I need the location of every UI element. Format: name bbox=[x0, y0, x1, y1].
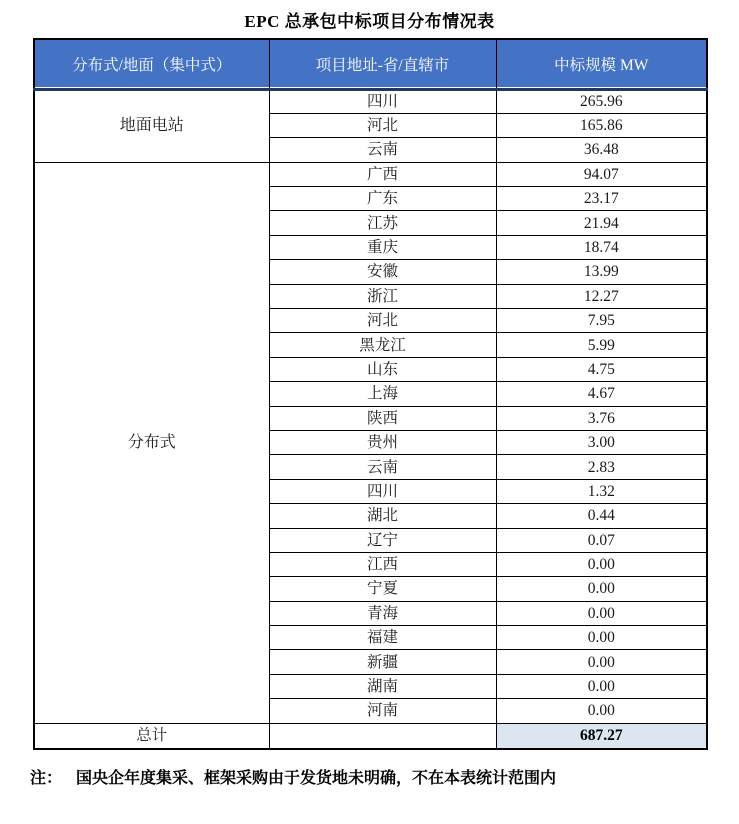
table-header-row bbox=[34, 39, 707, 89]
total-label: 总计 bbox=[34, 723, 269, 749]
province-cell: 新疆 bbox=[269, 650, 496, 674]
province-cell: 重庆 bbox=[269, 235, 496, 259]
group-label-distributed: 分布式 bbox=[34, 162, 269, 723]
value-cell: 94.07 bbox=[496, 162, 707, 186]
value-cell: 13.99 bbox=[496, 260, 707, 284]
value-cell: 0.00 bbox=[496, 650, 707, 674]
value-cell: 23.17 bbox=[496, 187, 707, 211]
value-cell: 0.00 bbox=[496, 674, 707, 698]
value-cell: 7.95 bbox=[496, 309, 707, 333]
province-cell: 云南 bbox=[269, 138, 496, 162]
province-cell: 安徽 bbox=[269, 260, 496, 284]
province-cell: 宁夏 bbox=[269, 577, 496, 601]
province-cell: 贵州 bbox=[269, 430, 496, 454]
province-cell: 湖南 bbox=[269, 674, 496, 698]
province-cell: 浙江 bbox=[269, 284, 496, 308]
value-cell: 0.00 bbox=[496, 699, 707, 723]
data-row bbox=[34, 89, 707, 113]
data-row bbox=[34, 162, 707, 186]
value-cell: 36.48 bbox=[496, 138, 707, 162]
epc-distribution-table bbox=[33, 38, 708, 750]
province-cell: 黑龙江 bbox=[269, 333, 496, 357]
group-label-ground-station: 地面电站 bbox=[34, 89, 269, 162]
footnote-text: 国央企年度集采、框架采购由于发货地未明确，不在本表统计范围内 bbox=[76, 770, 557, 788]
province-cell: 四川 bbox=[269, 479, 496, 503]
column-header-province: 项目地址-省/直辖市 bbox=[269, 39, 496, 89]
province-cell: 河南 bbox=[269, 699, 496, 723]
province-cell: 福建 bbox=[269, 626, 496, 650]
value-cell: 4.75 bbox=[496, 357, 707, 381]
province-cell: 山东 bbox=[269, 357, 496, 381]
province-cell: 云南 bbox=[269, 455, 496, 479]
value-cell: 3.00 bbox=[496, 430, 707, 454]
page-title: EPC 总承包中标项目分布情况表 bbox=[244, 12, 495, 31]
value-cell: 0.07 bbox=[496, 528, 707, 552]
total-province-empty bbox=[269, 723, 496, 749]
value-cell: 18.74 bbox=[496, 235, 707, 259]
column-header-scale-mw: 中标规模 MW bbox=[496, 39, 707, 89]
value-cell: 0.00 bbox=[496, 577, 707, 601]
footnote bbox=[30, 765, 739, 788]
value-cell: 0.00 bbox=[496, 626, 707, 650]
value-cell: 0.00 bbox=[496, 601, 707, 625]
value-cell: 0.44 bbox=[496, 504, 707, 528]
total-row bbox=[34, 723, 707, 749]
province-cell: 江苏 bbox=[269, 211, 496, 235]
province-cell: 广西 bbox=[269, 162, 496, 186]
province-cell: 河北 bbox=[269, 113, 496, 137]
value-cell: 165.86 bbox=[496, 113, 707, 137]
province-cell: 青海 bbox=[269, 601, 496, 625]
province-cell: 江西 bbox=[269, 552, 496, 576]
column-header-category: 分布式/地面（集中式） bbox=[34, 39, 269, 89]
footnote-label: 注： bbox=[30, 770, 63, 788]
total-value: 687.27 bbox=[496, 723, 707, 749]
province-cell: 上海 bbox=[269, 382, 496, 406]
province-cell: 辽宁 bbox=[269, 528, 496, 552]
value-cell: 5.99 bbox=[496, 333, 707, 357]
province-cell: 四川 bbox=[269, 89, 496, 113]
value-cell: 3.76 bbox=[496, 406, 707, 430]
value-cell: 1.32 bbox=[496, 479, 707, 503]
province-cell: 湖北 bbox=[269, 504, 496, 528]
value-cell: 265.96 bbox=[496, 89, 707, 113]
value-cell: 21.94 bbox=[496, 211, 707, 235]
value-cell: 12.27 bbox=[496, 284, 707, 308]
value-cell: 0.00 bbox=[496, 552, 707, 576]
value-cell: 4.67 bbox=[496, 382, 707, 406]
province-cell: 陕西 bbox=[269, 406, 496, 430]
value-cell: 2.83 bbox=[496, 455, 707, 479]
province-cell: 广东 bbox=[269, 187, 496, 211]
province-cell: 河北 bbox=[269, 309, 496, 333]
